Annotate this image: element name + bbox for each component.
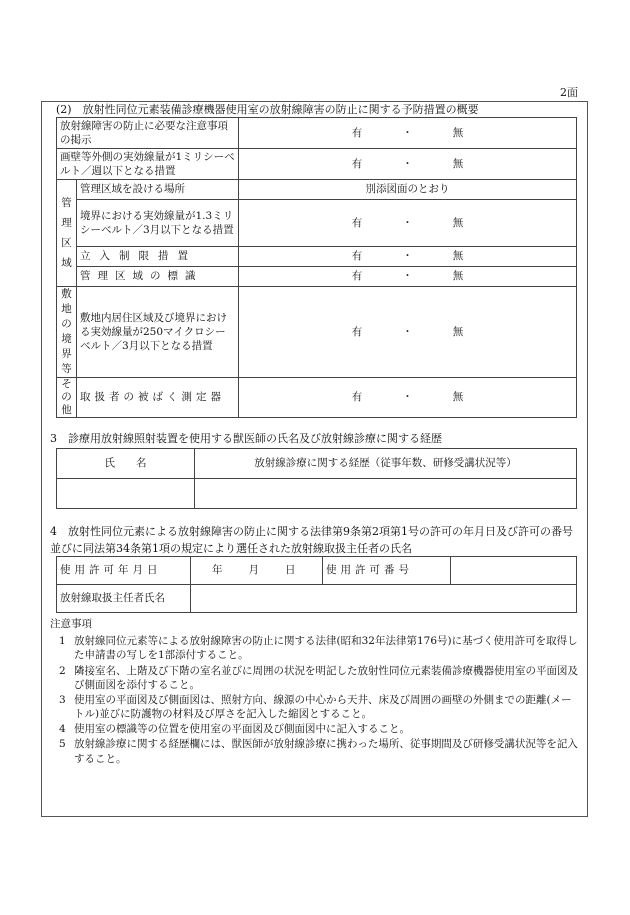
table-row bbox=[57, 479, 577, 509]
section4-title: 4 放射性同位元素による放射線障害の防止に関する法律第9条第2項第1号の許可の年月日及び許可の番号並びに同法第34条第1項の規定により選任された放射線取扱主任者の氏名 bbox=[50, 525, 573, 555]
permit-date-label: 使用許可年月日 bbox=[57, 557, 191, 585]
table-row bbox=[57, 557, 577, 585]
yes-no-choice[interactable]: 有 ・ 無 bbox=[239, 287, 577, 378]
prevention-measures-table bbox=[56, 117, 577, 418]
place-value[interactable]: 別添図面のとおり bbox=[239, 180, 577, 200]
table-row bbox=[57, 267, 577, 287]
veterinarian-name-field[interactable] bbox=[57, 479, 195, 509]
row-label-place: 管理区域を設ける場所 bbox=[77, 180, 239, 200]
page-number: 2面 bbox=[560, 86, 578, 99]
table-row bbox=[57, 180, 577, 200]
column-header-history: 放射線診療に関する経歴（従事年数、研修受講状況等） bbox=[195, 449, 577, 479]
row-label-access: 立入制限措置 bbox=[77, 247, 239, 267]
group-label-site-boundary: 敷地の境界等 bbox=[57, 287, 77, 378]
yes-no-choice[interactable]: 有 ・ 無 bbox=[239, 118, 577, 149]
radiology-history-field[interactable] bbox=[195, 479, 577, 509]
supervisor-name-field[interactable] bbox=[191, 585, 577, 613]
group-label-controlled-area: 管理区域 bbox=[57, 180, 77, 287]
note-item: 2 隣接室名、上階及び下階の室名並びに周囲の状況を明記した放射性同位元素装備診療機器使用室の平面図及び側面図を添付すること。 bbox=[59, 664, 578, 691]
note-item: 5 放射線診療に関する経歴欄には、獣医師が放射線診療に携わった場所、従事期間及び研修受講状況等を記入すること。 bbox=[59, 738, 578, 765]
note-item: 1 放射線同位元素等による放射線障害の防止に関する法律(昭和32年法律第176号)に基づく使用許可を取得した申請書の写しを1部添付すること。 bbox=[59, 635, 578, 662]
table-row bbox=[57, 247, 577, 267]
row-label-wall-dose: 画壁等外側の実効線量が1ミリシーベルト／週以下となる措置 bbox=[57, 149, 239, 180]
permit-number-label: 使用許可番号 bbox=[323, 557, 451, 585]
table-row bbox=[57, 378, 577, 418]
permit-number-field[interactable] bbox=[451, 557, 577, 585]
table-row bbox=[57, 200, 577, 247]
veterinarian-table bbox=[56, 448, 577, 509]
permit-table bbox=[56, 556, 577, 613]
notes-section bbox=[50, 617, 580, 767]
yes-no-choice[interactable]: 有 ・ 無 bbox=[239, 149, 577, 180]
row-label-site-dose: 敷地内居住区域及び境界における実効線量が250マイクロシーベルト／3月以下となる措置 bbox=[77, 287, 239, 378]
table-row bbox=[57, 585, 577, 613]
yes-no-choice[interactable]: 有 ・ 無 bbox=[239, 200, 577, 247]
row-label-notice: 放射線障害の防止に必要な注意事項の掲示 bbox=[57, 118, 239, 149]
notes-title: 注意事項 bbox=[50, 618, 92, 630]
section2-title: (2) 放射性同位元素装備診療機器使用室の放射線障害の防止に関する予防措置の概要 bbox=[56, 103, 479, 116]
supervisor-label: 放射線取扱主任者氏名 bbox=[57, 585, 191, 613]
permit-date-field[interactable]: 年 月 日 bbox=[191, 557, 323, 585]
table-header-row bbox=[57, 449, 577, 479]
yes-no-choice[interactable]: 有 ・ 無 bbox=[239, 247, 577, 267]
row-label-dosimeter: 取扱者の被ばく測定器 bbox=[77, 378, 239, 418]
section3-title: 3 診療用放射線照射装置を使用する獣医師の氏名及び放射線診療に関する経歴 bbox=[50, 432, 442, 445]
row-label-boundary-dose: 境界における実効線量が1.3ミリシーベルト／3月以下となる措置 bbox=[77, 200, 239, 247]
column-header-name: 氏 名 bbox=[57, 449, 195, 479]
table-row bbox=[57, 149, 577, 180]
note-item: 4 使用室の標識等の位置を使用室の平面図及び側面図中に記入すること。 bbox=[59, 723, 410, 736]
yes-no-choice[interactable]: 有 ・ 無 bbox=[239, 378, 577, 418]
note-item: 3 使用室の平面図及び側面図は、照射方向、線源の中心から天井、床及び周囲の画壁の外側までの距離(メートル)並びに防護物の材料及び厚さを記入した縮図とすること。 bbox=[59, 693, 572, 721]
yes-no-choice[interactable]: 有 ・ 無 bbox=[239, 267, 577, 287]
group-label-other: その他 bbox=[57, 378, 77, 418]
row-label-sign: 管理区域の標識 bbox=[77, 267, 239, 287]
table-row bbox=[57, 287, 577, 378]
table-row bbox=[57, 118, 577, 149]
